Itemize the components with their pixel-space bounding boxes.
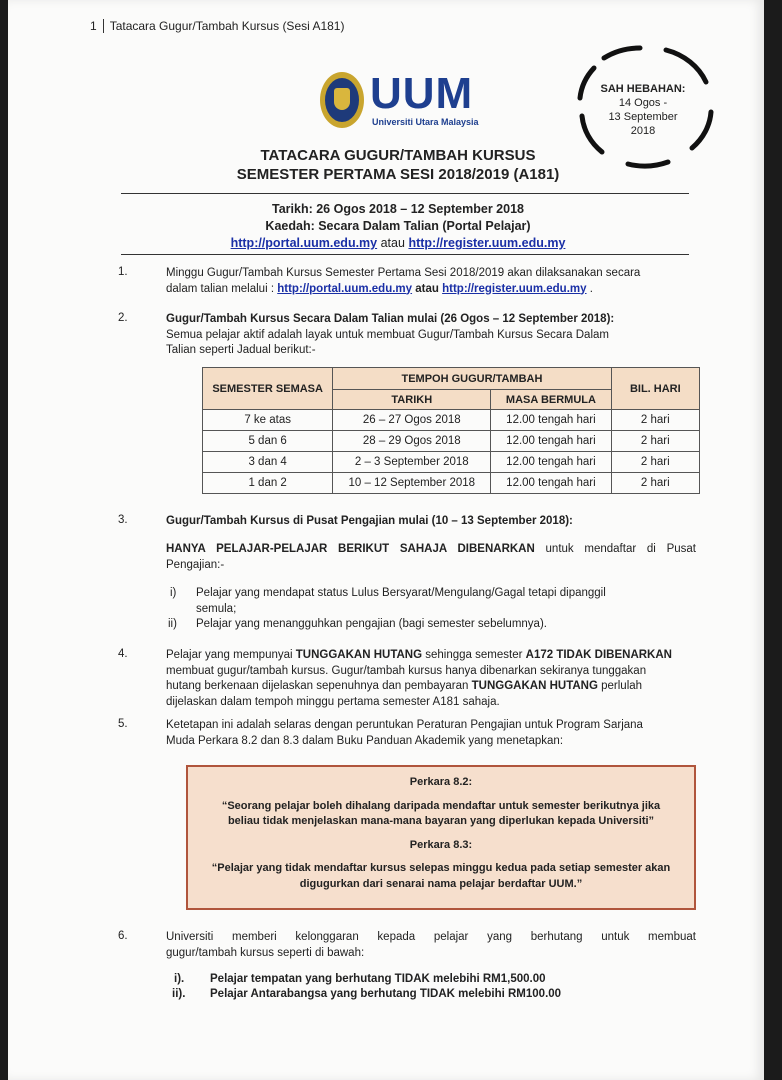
perkara-8-3-line-a: “Pelajar yang tidak mendaftar kursus selepas minggu kedua pada setiap semester akan: [211, 862, 671, 874]
item-3-number: 3.: [118, 514, 128, 526]
item-3-line-b: Pengajian:-: [166, 558, 225, 571]
item-4-c2: TUNGGAKAN HUTANG: [471, 680, 598, 692]
cell-semester: 5 dan 6: [203, 431, 333, 452]
cell-masa: 12.00 tengah hari: [491, 452, 611, 473]
info-divider: [121, 254, 689, 255]
uum-crest-logo: [320, 72, 364, 128]
item-4-c1: hutang berkenaan dijelaskan sepenuhnya dan pembayaran: [166, 680, 469, 692]
stamp-date-1: 14 Ogos -: [618, 97, 668, 109]
item-3-sub-2: Pelajar yang menangguhkan pengajian (bagi semester sebelumnya).: [196, 618, 547, 630]
title-divider: [121, 193, 689, 194]
document-page: [8, 0, 764, 1080]
perkara-quote-box: [186, 765, 696, 910]
item-5-text: [166, 718, 706, 749]
item-5-line-a: Ketetapan ini adalah selaras dengan peruntukan Peraturan Pengajian untuk Program Sarjana: [166, 719, 643, 731]
item-2-number: 2.: [118, 312, 128, 324]
item-3-body: [166, 542, 696, 573]
item-1-portal-link[interactable]: http://portal.uum.edu.my: [277, 282, 413, 295]
item-2-line-a: Semua pelajar aktif adalah layak untuk membuat Gugur/Tambah Kursus Secara Dalam: [166, 328, 609, 341]
schedule-table: [202, 367, 700, 494]
perkara-8-3-line-b: digugurkan dari senarai nama pelajar berdaftar UUM.”: [299, 877, 583, 890]
item-4-a3: sehingga semester: [425, 649, 523, 661]
cell-tarikh: 2 – 3 September 2018: [333, 452, 491, 473]
item-1-line-b: dalam talian melalui :: [166, 282, 275, 295]
perkara-8-3-heading: Perkara 8.3:: [409, 838, 473, 851]
cell-tarikh: 10 – 12 September 2018: [333, 473, 491, 494]
perkara-8-2-heading: Perkara 8.2:: [409, 776, 473, 788]
uum-logo-text: UUM: [370, 69, 474, 118]
item-5-number: 5.: [118, 718, 128, 730]
item-5-line-b: Muda Perkara 8.2 dan 8.3 dalam Buku Panduan Akademik yang menetapkan:: [166, 734, 564, 747]
header-title: Tatacara Gugur/Tambah Kursus (Sesi A181): [109, 19, 345, 33]
th-masa: MASA BERMULA: [491, 390, 611, 410]
item-6-line-a: Universiti memberi kelonggaran kepada pelajar yang berhutang untuk membuat: [166, 931, 696, 943]
table-row: [203, 452, 700, 473]
item-4-number: 4.: [118, 648, 128, 660]
atau-text: atau: [380, 236, 405, 250]
item-4-line-d: dijelaskan dalam tempoh minggu pertama semester A181 sahaja.: [166, 695, 500, 708]
kaedah-line: Kaedah: Secara Dalam Talian (Portal Pelajar): [265, 219, 531, 233]
table-row: [203, 410, 700, 431]
item-3-sub-1: [196, 586, 696, 617]
item-4-c3: perlulah: [601, 680, 643, 692]
th-tempoh: TEMPOH GUGUR/TAMBAH: [333, 368, 611, 390]
item-3-sub-1-line-a: Pelajar yang mendapat status Lulus Bersyarat/Mengulang/Gagal tetapi dipanggil: [196, 587, 606, 599]
stamp-text: [598, 82, 688, 138]
item-6-sub-2-num-text: ii).: [172, 988, 186, 1000]
item-2-heading: Gugur/Tambah Kursus Secara Dalam Talian mulai (26 Ogos – 12 September 2018):: [166, 313, 615, 325]
uum-logo-subtitle: Universiti Utara Malaysia: [372, 117, 479, 127]
item-1-text: [166, 266, 706, 297]
item-6-number: 6.: [118, 930, 128, 942]
item-4-a1: Pelajar yang mempunyai: [166, 649, 293, 661]
th-semester: SEMESTER SEMASA: [203, 368, 333, 410]
cell-hari: 2 hari: [611, 452, 699, 473]
stamp-label: SAH HEBAHAN:: [600, 83, 686, 95]
item-6-sub-1-num-text: i).: [174, 973, 185, 985]
item-2-text: [166, 312, 706, 359]
item-6-line-b: gugur/tambah kursus seperti di bawah:: [166, 946, 365, 959]
item-6-sub-1-number: [174, 972, 184, 988]
portal-link[interactable]: http://portal.uum.edu.my: [230, 236, 378, 250]
running-header: [90, 19, 344, 33]
stamp-date-3: 2018: [630, 125, 656, 137]
item-4-text: [166, 648, 696, 710]
item-6-sub-2-number: [172, 987, 185, 1003]
cell-masa: 12.00 tengah hari: [491, 473, 611, 494]
cell-hari: 2 hari: [611, 473, 699, 494]
title-line-2: SEMESTER PERTAMA SESI 2018/2019 (A181): [236, 166, 560, 183]
cell-tarikh: 28 – 29 Ogos 2018: [333, 431, 491, 452]
tarikh-line: Tarikh: 26 Ogos 2018 – 12 September 2018: [272, 202, 524, 216]
th-tarikh: TARIKH: [333, 390, 491, 410]
item-3-heading: [166, 514, 696, 530]
item-6-sub-2-text: Pelajar Antarabangsa yang berhutang TIDAK melebihi RM100.00: [210, 988, 562, 1000]
cell-semester: 1 dan 2: [203, 473, 333, 494]
cell-masa: 12.00 tengah hari: [491, 431, 611, 452]
th-bil-hari: BIL. HARI: [611, 368, 699, 410]
perkara-8-2-line-a: “Seorang pelajar boleh dihalang daripada mendaftar untuk semester berikutnya jika: [221, 799, 661, 812]
item-6-sub-1-text: Pelajar tempatan yang berhutang TIDAK melebihi RM1,500.00: [210, 973, 546, 985]
date-method-block: [98, 201, 698, 252]
item-3-bold-lead: HANYA PELAJAR-PELAJAR BERIKUT SAHAJA DIBENARKAN: [166, 543, 535, 555]
item-2-line-b: Talian seperti Jadual berikut:-: [166, 344, 316, 356]
item-3-heading-text: Gugur/Tambah Kursus di Pusat Pengajian mulai (10 – 13 September 2018):: [166, 515, 573, 527]
title-line-1: TATACARA GUGUR/TAMBAH KURSUS: [260, 147, 536, 164]
cell-tarikh: 26 – 27 Ogos 2018: [333, 410, 491, 431]
table-row: [203, 473, 700, 494]
item-3-sub-2-number: ii): [168, 618, 177, 630]
item-1-atau: atau: [415, 282, 439, 295]
item-6-text: [166, 930, 696, 961]
document-title: [98, 146, 698, 184]
cell-semester: 7 ke atas: [203, 410, 333, 431]
table-row: [203, 431, 700, 452]
item-1-number: 1.: [118, 266, 128, 278]
item-4-line-b: membuat gugur/tambah kursus. Gugur/tambah kursus hanya dibenarkan sekiranya tunggakan: [166, 664, 647, 677]
register-link[interactable]: http://register.uum.edu.my: [408, 236, 566, 250]
item-1-end: .: [589, 282, 593, 295]
page-number: 1: [90, 19, 104, 33]
item-3-line-a: untuk mendaftar di Pusat: [545, 543, 696, 555]
item-3-sub-1-number: i): [170, 587, 177, 599]
item-4-a4: A172 TIDAK DIBENARKAN: [525, 649, 672, 661]
cell-masa: 12.00 tengah hari: [491, 410, 611, 431]
cell-semester: 3 dan 4: [203, 452, 333, 473]
perkara-8-2-line-b: beliau tidak menjelaskan mana-mana bayaran yang diperlukan kepada Universiti”: [227, 815, 655, 827]
item-1-line-a: Minggu Gugur/Tambah Kursus Semester Pertama Sesi 2018/2019 akan dilaksanakan secara: [166, 267, 641, 279]
stamp-date-2: 13 September: [608, 111, 678, 123]
cell-hari: 2 hari: [611, 431, 699, 452]
item-4-a2: TUNGGAKAN HUTANG: [295, 649, 423, 661]
item-6-sub-2: [210, 987, 561, 1003]
cell-hari: 2 hari: [611, 410, 699, 431]
item-6-sub-1: [210, 972, 546, 988]
item-3-sub-1-line-b: semula;: [196, 602, 237, 615]
item-1-register-link[interactable]: http://register.uum.edu.my: [442, 282, 587, 295]
